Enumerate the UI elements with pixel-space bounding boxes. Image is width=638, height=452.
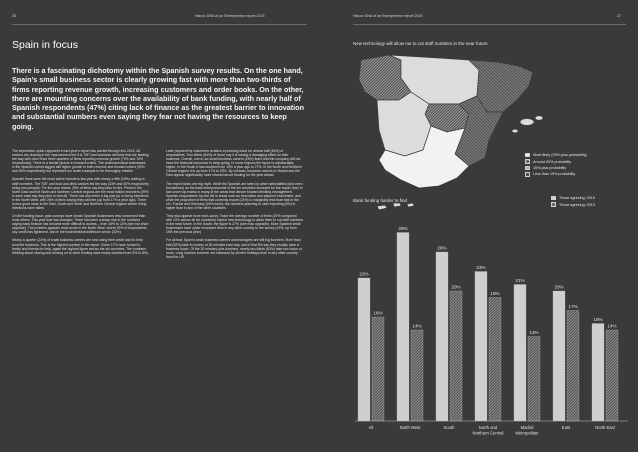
body-column-2 [166,149,303,263]
body-paragraph: Later payment by customers remains a pressing issue for almost half (46%) of respondents. Two-thirds (64%) of those say it is having a damaging effect on their business. Overall, one-in-six small business owners (16%) fears that the company will not have the financial resources to keep going. In some regions the figure is substantially higher. In the South it has doubled from 13% a year ago to 27%. In the North and Northern Central regions it is up from 17% to 25%. By contrast, business owners in Madrid and the East appear significantly more relaxed about funding for the year ahead. [166,149,302,178]
body-paragraph: Nearly a quarter (24%) of small business owners are now using their credit card to help fund the business. This is the highest number in the report. Some 17% have turned to family and friends for help, again the highest figure across the six countries. The numbers thinking about closing and moving on to other lending have nearly doubled from 5% to 8%). [12,238,149,255]
legend-label: 15%-plus probability [533,165,567,170]
body-paragraph: For all that, Spain’s small business owners and managers are still big lunchers. More than half (52%) take in excess of 30 minutes each day and of that 8% say they usually have a business lunch. Of the 30 minutes-plus lunchers, nearly two-thirds (63%) take two hours or more. Long lunches however are balanced by shorter holidays than in any other country than the US. [166,238,302,259]
bar-value-label: 14% [607,323,617,329]
bar-2016 [553,291,565,421]
category-label: South [443,425,455,430]
bar-value-label: 13% [529,330,539,335]
bar-value-label: 15% [593,317,603,322]
bar-value-label: 23% [476,265,486,270]
map-caption: New technology will allow me to cut staff numbers in the near future [353,41,488,46]
category-label: Metropolitan [515,430,539,436]
bar-2015 [606,330,618,421]
legend-label: Less than 15% probability [533,172,576,177]
bar-value-label: 26% [437,245,447,251]
category-label: North and [478,425,498,430]
bar-value-label: 20% [554,284,564,290]
bar-chart [319,0,638,452]
category-label: East [561,425,571,430]
intro-paragraph: There is a fascinating dichotomy within the Spanish survey results. On the one hand, Spain’s small business sector is clearly growing fast with more than two-thirds of firms reporting revenue growth, increasing customers and order books. On the other, there are mounting concerns over the availability of bank funding, with nearly half of Spanish respondents (47%) citing lack of finance as the greatest barrier to innovation and substantial numbers even saying they fear not having the resources to keep going. [12,66,304,131]
page-number: 27 [617,14,621,18]
running-title: Hiscox DNA of an Entrepreneur report 2015 [195,14,265,18]
legend-label: Around 20% probability [533,159,572,164]
bar-value-label: 20% [451,284,461,290]
body-paragraph: Spanish firms were the most active recruiters last year with nearly a fifth (18%) adding to staff numbers. The TMT and food and drink sectors led the way (33% and 30% respectively hiring new people). For the year ahead, 26% of firms say they plan to hire. Firms in the North East and the North and Northern Central regions are the most bullish recruiters (29% in each case say they plan to recruit). There has also been a big pick-up in hiring intentions in the North West, with 26% of firms saying they will hire (up from 17% a year ago). There is less good news in the East, South and North and Northern Central regions where hiring intentions have fallen. [12,177,149,210]
category-label: North East [595,425,615,430]
category-label: All [368,425,374,430]
bar-2016 [436,252,448,421]
right-page [319,0,638,452]
legend-label: Those agreeing: 2016 [559,196,595,201]
page-number: 26 [12,14,16,18]
header-rule [12,24,307,25]
bar-value-label: 22% [359,271,369,277]
bar-value-label: 19% [490,291,500,296]
bar-2016 [514,285,526,422]
body-paragraph: They also appear more tech-savvy. Twice the average number of firms (20% compared with 10% across all six countries) expect new technology to allow them to cut staff numbers in the near future. In the South, the figure is 27% (see map opposite). More Spanish small businesses have cyber insurance than in any other country in the survey (19%, up from 16% the previous year). [166,214,303,235]
category-label: Northern Central [472,430,504,436]
bar-2016 [592,324,604,422]
bar-value-label: 21% [515,278,525,283]
legend-label: Most likely (25%-plus probability) [533,153,587,158]
legend-label: Those agreeing: 2015 [559,202,595,207]
bar-value-label: 14% [412,323,422,329]
bar-value-label: 29% [398,226,408,231]
page-title: Spain in focus [12,39,78,51]
category-label: North West [399,425,421,430]
bar-2016 [397,233,409,422]
chart-title: Bank funding harder to find [353,198,408,203]
bar-2015 [411,330,423,421]
bar-2015 [567,311,579,422]
bar-2015 [372,317,384,421]
running-title: Hiscox DNA of an Entrepreneur report 2015 [353,14,423,18]
bar-2015 [528,337,540,422]
bar-2016 [358,278,370,421]
body-paragraph: The impressive upturn apparent in last year’s report has carried through into 2015. All sectors are sharing in the improvement but it is TMT and business services that are leading the way with more than three-quarters of firms reporting revenue growth (79% and 76% respectively). There is a similar picture in forward orders. The pharmaceutical businesses in the Spanish cohort lagged still higher growth in both revenue and forward orders (92% and 83% respectively) but represent too small a sample to be thoroughly reliable. [12,149,149,174]
bar-value-label: 17% [568,304,578,309]
bar-2015 [489,298,501,422]
bar-value-label: 16% [373,310,383,316]
body-paragraph: On the funding issue, past surveys have shown Spanish businesses less concerned than most others. This year that has changed. There has been a sharp rise in the numbers saying bank finance has become more difficult to access – from 16% to 22% (see bar chart opposite). The problem appears most acute in the North West, where 29% of respondents say credit has tightened, and in the food/drink/travel/leisure sector (32%). [12,214,149,235]
bar-2015 [450,291,462,421]
bar-2016 [475,272,487,422]
body-paragraph: The report busts one big myth. While the Spanish are seen by other nationalities (and even themselves) as the least entrepreneurial of the six countries surveyed for the report, they in fact score top marks in many of the areas that denote forward-thinking management. Spanish respondents top the list in areas such as innovation and planned investment, and while the proportion of firms that currently export (23%) is marginally less than that in the UK, France and Germany (24% each), the numbers planning to start exporting (5%) is higher than in any of the other countries. [166,181,303,210]
category-label: Madrid [520,425,534,430]
body-column-1 [12,149,149,259]
